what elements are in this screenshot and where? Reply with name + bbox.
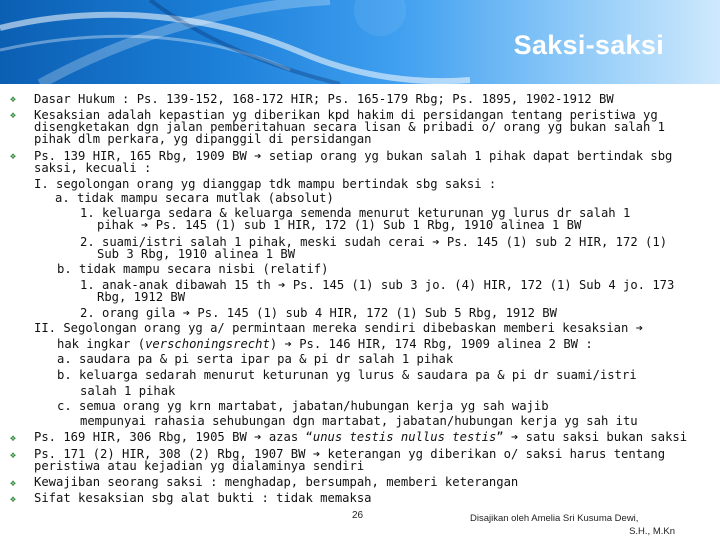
footer-credit bbox=[470, 512, 675, 538]
text-segment-italic: unus testis nullus testis bbox=[312, 430, 497, 444]
text-line: I. segolongan orang yg dianggap tdk mampu bertindak sbg saksi : bbox=[34, 177, 497, 191]
text-line: pihak dlm perkara, yg dipanggil di persidangan bbox=[34, 132, 372, 146]
text-line bbox=[80, 307, 557, 320]
text-line bbox=[57, 338, 593, 351]
text-segment-italic: verschoningsrecht bbox=[145, 337, 270, 351]
text-segment: Ps. 139 HIR, 165 Rbg, 1909 BW bbox=[34, 149, 247, 163]
text-line: Dasar Hukum : Ps. 139-152, 168-172 HIR; Ps. 165-179 Rbg; Ps. 1895, 1902-1912 BW bbox=[34, 92, 614, 106]
bullet-icon: ❖ bbox=[10, 110, 17, 121]
credit-line: S.H., M.Kn bbox=[629, 526, 675, 537]
text-line: peristiwa atau kejadian yg dialaminya sendiri bbox=[34, 459, 365, 473]
text-segment: hak ingkar ( bbox=[57, 337, 146, 351]
arrow-right-icon: ➔ bbox=[182, 306, 191, 320]
bullet-icon: ❖ bbox=[10, 450, 17, 461]
bullet-icon: ❖ bbox=[10, 94, 17, 105]
text-segment: Ps. 171 (2) HIR, 308 (2) Rbg, 1907 BW bbox=[34, 447, 306, 461]
text-line: Kesaksian adalah kepastian yg diberikan kpd hakim di persidangan tentang peristiwa yg bbox=[34, 108, 658, 122]
page-number: 26 bbox=[352, 510, 364, 521]
text-line: a. tidak mampu secara mutlak (absolut) bbox=[55, 191, 334, 205]
text-segment: 1. anak-anak dibawah 15 th bbox=[80, 278, 271, 292]
arrow-right-icon: ➔ bbox=[312, 447, 321, 461]
arrow-right-icon: ➔ bbox=[254, 149, 262, 163]
text-segment: Ps. 169 HIR, 306 Rbg, 1905 BW bbox=[34, 430, 247, 444]
text-segment: satu saksi bukan saksi bbox=[525, 430, 688, 444]
text-segment: Ps. 145 (1) sub 4 HIR, 172 (1) Sub 5 Rbg, 1912 BW bbox=[197, 306, 557, 320]
text-segment: Ps. 145 (1) sub 3 jo. (4) HIR, 172 (1) Sub 4 jo. 173 bbox=[292, 278, 675, 292]
text-line: Sub 3 Rbg, 1910 alinea 1 BW bbox=[97, 247, 296, 261]
text-line: Kewajiban seorang saksi : menghadap, bersumpah, memberi keterangan bbox=[34, 475, 519, 489]
text-line bbox=[34, 431, 687, 444]
text-segment: 2. suami/istri salah 1 pihak, meski sudah cerai bbox=[80, 235, 425, 249]
text-line bbox=[97, 219, 581, 232]
text-segment: ” bbox=[496, 430, 504, 444]
text-segment: ) bbox=[269, 337, 278, 351]
arrow-right-icon: ➔ bbox=[284, 337, 292, 351]
text-line bbox=[34, 322, 643, 335]
text-segment: azas “ bbox=[268, 430, 313, 444]
bullet-icon: ❖ bbox=[10, 478, 17, 489]
text-segment: II. Segolongan orang yg a/ permintaan mereka sendiri dibebaskan memberi kesaksian bbox=[34, 321, 629, 335]
text-segment: 2. orang gila bbox=[80, 306, 176, 320]
arrow-right-icon: ➔ bbox=[141, 218, 149, 232]
text-line: disengketakan dgn jalan pemberitahuan secara lisan & pribadi o/ orang yg bukan salah 1 bbox=[34, 120, 666, 134]
text-line: b. keluarga sedarah menurut keturunan yg lurus & saudara pa & pi dr suami/istri bbox=[57, 368, 637, 382]
text-line: Sifat kesaksian sbg alat bukti : tidak memaksa bbox=[34, 491, 372, 505]
bullet-icon: ❖ bbox=[10, 494, 17, 505]
text-line: salah 1 pihak bbox=[80, 384, 176, 398]
text-segment: setiap orang yg bukan salah 1 pihak dapat bertindak sbg bbox=[268, 149, 673, 163]
arrow-right-icon: ➔ bbox=[432, 235, 440, 249]
bullet-icon: ❖ bbox=[10, 151, 17, 162]
text-line: c. semua orang yg krn martabat, jabatan/hubungan kerja yg sah wajib bbox=[57, 399, 549, 413]
slide-title: Saksi-saksi bbox=[513, 30, 664, 60]
text-line: b. tidak mampu secara nisbi (relatif) bbox=[57, 262, 329, 276]
credit-line: Disajikan oleh Amelia Sri Kusuma Dewi, bbox=[470, 513, 639, 524]
text-segment: Ps. 146 HIR, 174 Rbg, 1909 alinea 2 BW : bbox=[299, 337, 593, 351]
arrow-right-icon: ➔ bbox=[278, 278, 286, 292]
text-line: 1. keluarga sedara & keluarga semenda menurut keturunan yg lurus dr salah 1 bbox=[80, 206, 631, 220]
text-line: a. saudara pa & pi serta ipar pa & pi dr salah 1 pihak bbox=[57, 352, 454, 366]
text-line: Rbg, 1912 BW bbox=[97, 290, 186, 304]
text-line: mempunyai rahasia sehubungan dgn martabat, jabatan/hubungan kerja yg sah itu bbox=[80, 414, 638, 428]
text-line: saksi, kecuali : bbox=[34, 161, 152, 175]
text-segment: Ps. 145 (1) sub 2 HIR, 172 (1) bbox=[446, 235, 668, 249]
bullet-icon: ❖ bbox=[10, 433, 17, 444]
text-segment: keterangan yg diberikan o/ saksi harus tentang bbox=[327, 447, 666, 461]
text-segment: pihak bbox=[97, 218, 134, 232]
arrow-right-icon: ➔ bbox=[510, 430, 519, 444]
text-segment: Ps. 145 (1) sub 1 HIR, 172 (1) Sub 1 Rbg, 1910 alinea 1 BW bbox=[155, 218, 582, 232]
arrow-right-icon: ➔ bbox=[254, 430, 262, 444]
arrow-right-icon: ➔ bbox=[635, 321, 644, 335]
